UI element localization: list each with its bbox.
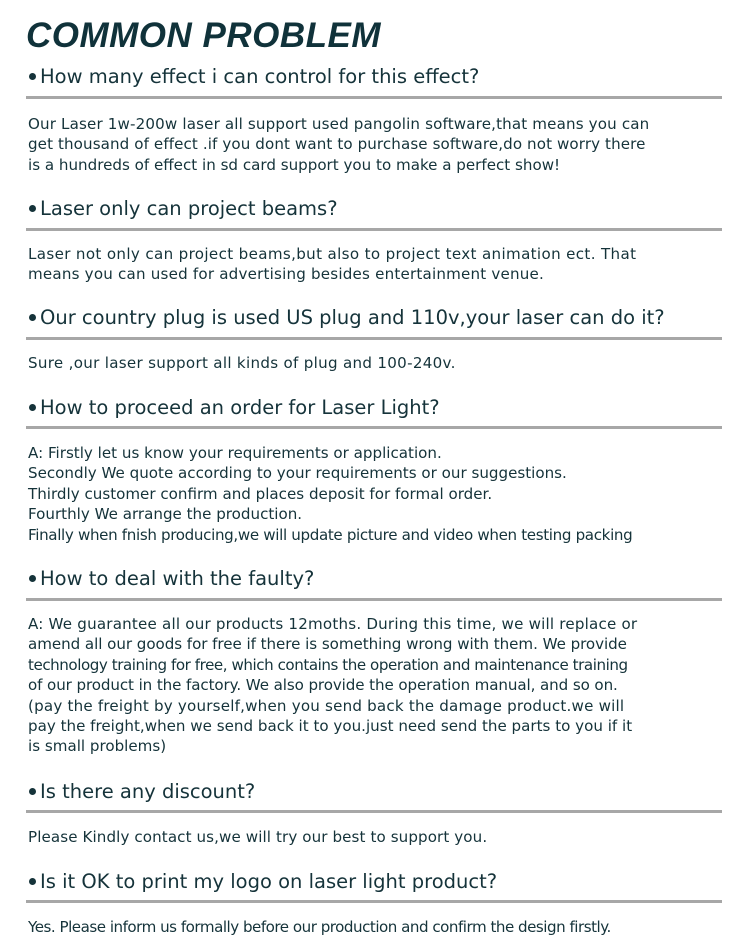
divider bbox=[26, 228, 722, 231]
faq-question bbox=[29, 566, 314, 592]
faq-answer bbox=[28, 353, 728, 373]
faq-answer bbox=[28, 917, 728, 937]
answer-line: Our Laser 1w-200w laser all support used pangolin software,that means you can bbox=[28, 115, 650, 133]
faq-question bbox=[29, 64, 479, 90]
faq-answer bbox=[28, 114, 728, 175]
bullet-icon bbox=[29, 788, 36, 795]
answer-line: means you can used for advertising besides entertainment venue. bbox=[28, 265, 545, 284]
answer-line: pay the freight,when we send back it to you.just need send the parts to you if it bbox=[28, 717, 633, 736]
faq-question-text: How to deal with the faulty? bbox=[40, 567, 315, 590]
bullet-icon bbox=[29, 575, 36, 582]
bullet-icon bbox=[29, 314, 36, 321]
faq-question-text: Is it OK to print my logo on laser light product? bbox=[40, 870, 498, 893]
bullet-icon bbox=[29, 878, 36, 885]
divider bbox=[26, 900, 722, 903]
faq-answer bbox=[28, 443, 728, 545]
bullet-icon bbox=[29, 404, 36, 411]
faq-question-text: How many effect i can control for this effect? bbox=[40, 65, 480, 88]
divider bbox=[26, 337, 722, 340]
answer-line: is small problems) bbox=[28, 737, 167, 756]
answer-line: get thousand of effect .if you dont want to purchase software,do not worry there bbox=[28, 135, 646, 154]
page-title: COMMON PROBLEM bbox=[26, 16, 382, 55]
divider bbox=[26, 426, 722, 429]
faq-question-text: Laser only can project beams? bbox=[40, 197, 338, 220]
divider bbox=[26, 598, 722, 601]
answer-line: A: We guarantee all our products 12moths. During this time, we will replace or bbox=[28, 615, 638, 633]
answer-line: A: Firstly let us know your requirements or application. bbox=[28, 444, 442, 462]
faq-question bbox=[29, 779, 255, 805]
answer-line: Yes. Please inform us formally before our production and confirm the design firstly. bbox=[28, 918, 611, 936]
answer-line: Fourthly We arrange the production. bbox=[28, 505, 303, 524]
answer-line: Laser not only can project beams,but also to project text animation ect. That bbox=[28, 245, 637, 263]
answer-line: Secondly We quote according to your requirements or our suggestions. bbox=[28, 464, 567, 483]
faq-question bbox=[29, 305, 665, 331]
faq-answer bbox=[28, 614, 728, 757]
divider bbox=[26, 810, 722, 813]
faq-question-text: Our country plug is used US plug and 110v,your laser can do it? bbox=[40, 306, 665, 329]
faq-answer bbox=[28, 827, 728, 847]
answer-line: Sure ,our laser support all kinds of plug and 100-240v. bbox=[28, 354, 456, 372]
faq-question bbox=[29, 869, 497, 895]
answer-line: of our product in the factory. We also provide the operation manual, and so on. bbox=[28, 676, 618, 695]
faq-question-text: Is there any discount? bbox=[40, 780, 256, 803]
answer-line: technology training for free, which contains the operation and maintenance training bbox=[28, 655, 628, 674]
answer-line: amend all our goods for free if there is something wrong with them. We provide bbox=[28, 635, 627, 654]
divider bbox=[26, 96, 722, 99]
answer-line: (pay the freight by yourself,when you send back the damage product.we will bbox=[28, 696, 625, 715]
faq-question bbox=[29, 196, 338, 222]
answer-line: Please Kindly contact us,we will try our best to support you. bbox=[28, 828, 488, 846]
faq-answer bbox=[28, 244, 728, 285]
faq-question bbox=[29, 395, 440, 421]
answer-line: is a hundreds of effect in sd card support you to make a perfect show! bbox=[28, 155, 561, 174]
faq-question-text: How to proceed an order for Laser Light? bbox=[40, 396, 440, 419]
bullet-icon bbox=[29, 205, 36, 212]
answer-line: Thirdly customer confirm and places deposit for formal order. bbox=[28, 484, 493, 503]
answer-line: Finally when fnish producing,we will update picture and video when testing packing bbox=[28, 525, 633, 544]
bullet-icon bbox=[29, 73, 36, 80]
